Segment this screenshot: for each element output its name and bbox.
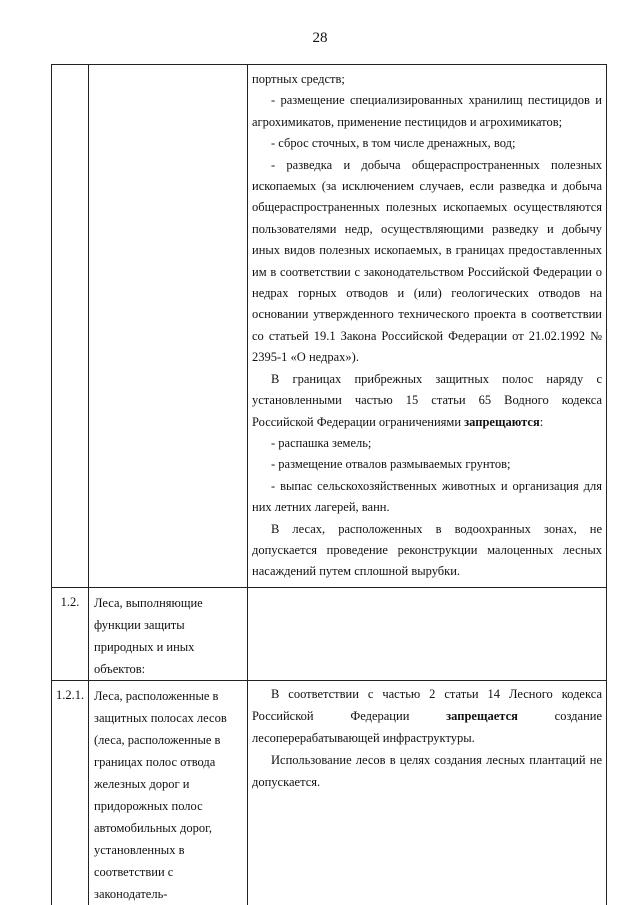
paragraph: портных средств;	[252, 72, 345, 86]
paragraph: В лесах, расположенных в водоохранных зонах, не допускается проведение реконструкции малоценных лесных насаждений путем сплошной вырубки.	[252, 521, 602, 579]
paragraph: - распашка земель;	[271, 435, 372, 450]
forest-category	[89, 65, 248, 588]
restrictions-cell	[248, 680, 607, 905]
paragraph: - размещение отвалов размываемых грунтов;	[271, 457, 511, 472]
bold-term: запрещаются	[464, 414, 540, 429]
restrictions-cell	[248, 587, 607, 680]
restrictions-cell	[248, 65, 607, 588]
row-number: 1.2.	[52, 587, 89, 680]
paragraph: - разведка и добыча общераспространенных полезных ископаемых (за исключением случаев, если разведка и добыча общераспространенных полезных ископаемых осуществляются пользователями недр, осуществляющими разведку и добычу иных видов полезных ископаемых, в границах предоставленных им в соответствии с законодательством Российской Федерации о недрах горных отводов и (или) геологических отводов на основании утвержденного технического проекта в соответствии со статьей 19.1 Закона Российской Федерации от 21.02.1992 № 2395-1 «О недрах»).	[252, 157, 602, 365]
regulation-table	[51, 64, 607, 905]
paragraph: - размещение специализированных хранилищ пестицидов и агрохимикатов, применение пестицидов и агрохимикатов;	[252, 93, 602, 129]
page-number: 28	[312, 30, 328, 46]
paragraph: В границах прибрежных защитных полос наряду с установленными частью 15 статьи 65 Водного кодекса Российской Федерации ограничениями запрещаются:	[252, 371, 602, 429]
row-number	[52, 65, 89, 588]
forest-category: Леса, расположенные в защитных полосах лесов (леса, расположенные в границах полос отвода железных дорог и придорожных полос автомобильных дорог, установленных в соответствии с законодатель-	[89, 680, 248, 905]
table-row	[52, 587, 607, 680]
paragraph: - выпас сельскохозяйственных животных и организация для них летних лагерей, ванн.	[252, 478, 602, 515]
paragraph: В соответствии с частью 2 статьи 14 Лесного кодекса Российской Федерации запрещается создание лесоперерабатывающей инфраструктуры.	[252, 686, 602, 745]
table-row	[52, 680, 607, 905]
table-row	[52, 65, 607, 588]
row-number: 1.2.1.	[52, 680, 89, 905]
paragraph: Использование лесов в целях создания лесных плантаций не допускается.	[252, 752, 602, 789]
paragraph: - сброс сточных, в том числе дренажных, вод;	[271, 136, 516, 151]
bold-term: запрещается	[446, 708, 518, 723]
forest-category: Леса, выполняющие функции защиты природных и иных объектов:	[89, 587, 248, 680]
